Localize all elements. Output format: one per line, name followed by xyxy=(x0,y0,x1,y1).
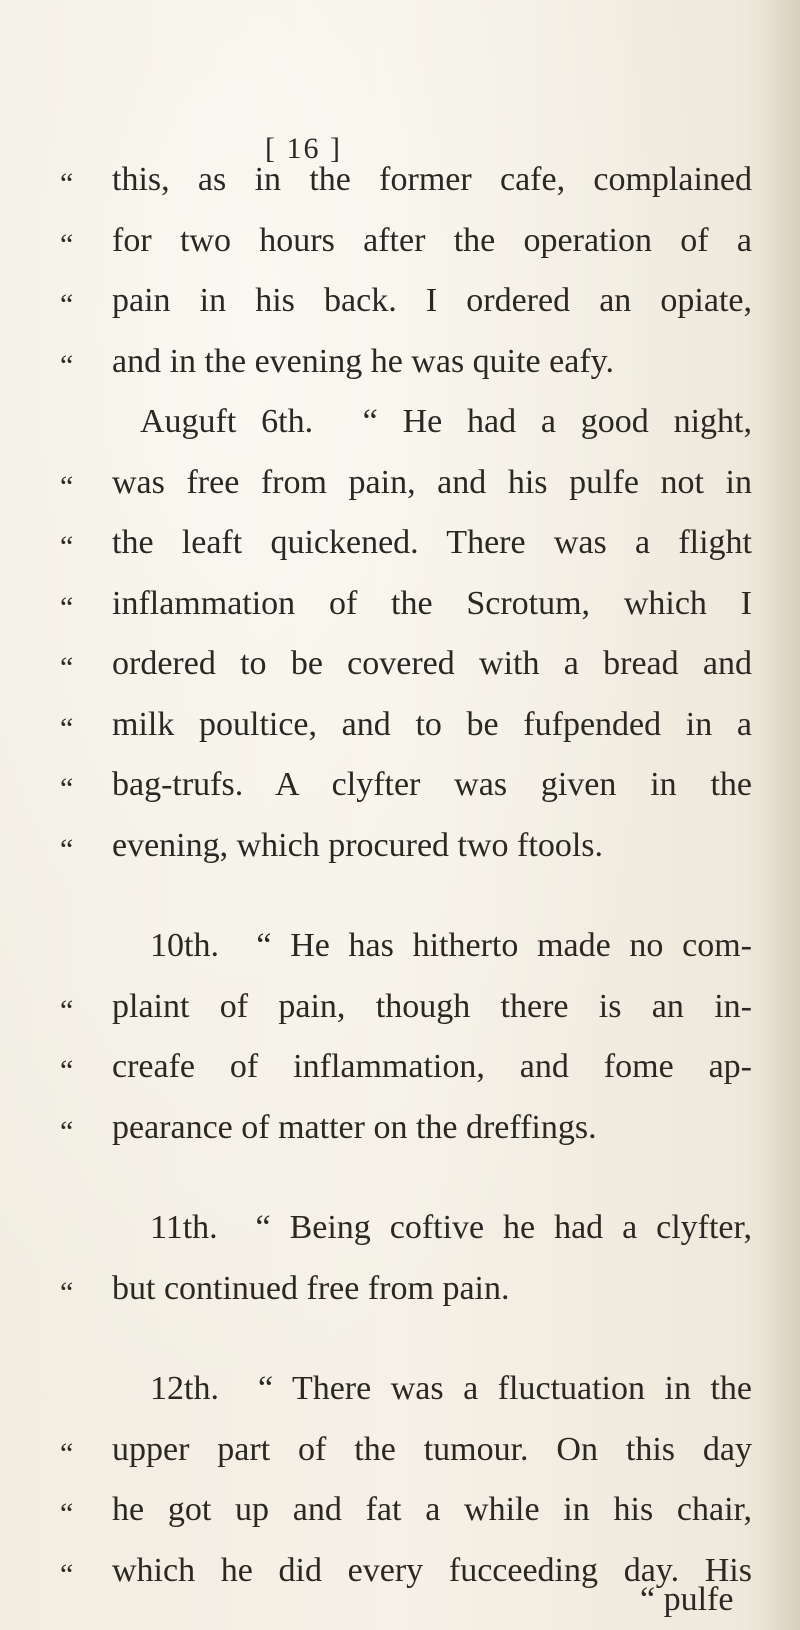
page-number: [ 16 ] xyxy=(265,132,342,165)
text-line: evening, which procured two ftools. xyxy=(112,826,603,864)
text-line: bag-trufs. A clyfter was given in the xyxy=(112,766,752,803)
quote-mark: “ xyxy=(60,1497,74,1530)
text-line: upper part of the tumour. On this day xyxy=(112,1430,752,1468)
quote-mark: “ xyxy=(60,993,74,1027)
text-line: ordered to be covered with a bread and xyxy=(112,645,752,682)
text-line: which he did every fucceeding day. His xyxy=(112,1551,752,1589)
quote-mark: “ xyxy=(60,348,74,382)
text-line: pearance of matter on the dreffings. xyxy=(112,1108,597,1146)
text-line: and in the evening he was quite eafy. xyxy=(112,342,614,380)
page-edge-shadow xyxy=(760,0,800,1630)
quote-mark: “ xyxy=(60,1054,74,1087)
text-line: for two hours after the operation of a xyxy=(112,221,752,259)
quote-mark: “ xyxy=(60,1114,74,1148)
quote-mark: “ xyxy=(60,832,74,866)
text-line: creafe of inflammation, and fome ap- xyxy=(112,1048,752,1085)
entry-heading-line: Auguft 6th. “ He had a good night, xyxy=(140,403,752,440)
text-line: milk poultice, and to be fufpended in a xyxy=(112,705,752,743)
quote-mark: “ xyxy=(60,1275,74,1309)
quote-mark: “ xyxy=(60,590,74,624)
entry-heading-line: 10th. “ He has hitherto made no com- xyxy=(150,927,752,964)
quote-mark: “ xyxy=(60,530,74,563)
quote-mark: “ xyxy=(60,288,74,321)
text-line: this, as in the former cafe, complained xyxy=(112,161,752,198)
entry-heading-line: 12th. “ There was a fluctuation in the xyxy=(150,1370,752,1407)
entry-heading-line: 11th. “ Being coftive he had a clyfter, xyxy=(150,1209,752,1246)
text-line: but continued free from pain. xyxy=(112,1269,510,1307)
text-line: inflammation of the Scrotum, which I xyxy=(112,584,752,622)
quote-mark: “ xyxy=(60,1436,74,1470)
quote-mark: “ xyxy=(60,711,74,745)
text-line: he got up and fat a while in his chair, xyxy=(112,1491,752,1528)
quote-mark: “ xyxy=(60,1557,74,1591)
catchword: “ pulfe xyxy=(640,1581,734,1618)
quote-mark: “ xyxy=(60,469,74,503)
quote-mark: “ xyxy=(60,772,74,805)
quote-mark: “ xyxy=(60,167,74,200)
text-line: plaint of pain, though there is an in- xyxy=(112,987,752,1025)
text-line: was free from pain, and his pulfe not in xyxy=(112,463,752,501)
text-line: pain in his back. I ordered an opiate, xyxy=(112,282,752,319)
quote-mark: “ xyxy=(60,651,74,684)
quote-mark: “ xyxy=(60,227,74,261)
text-line: the leaft quickened. There was a flight xyxy=(112,524,752,561)
